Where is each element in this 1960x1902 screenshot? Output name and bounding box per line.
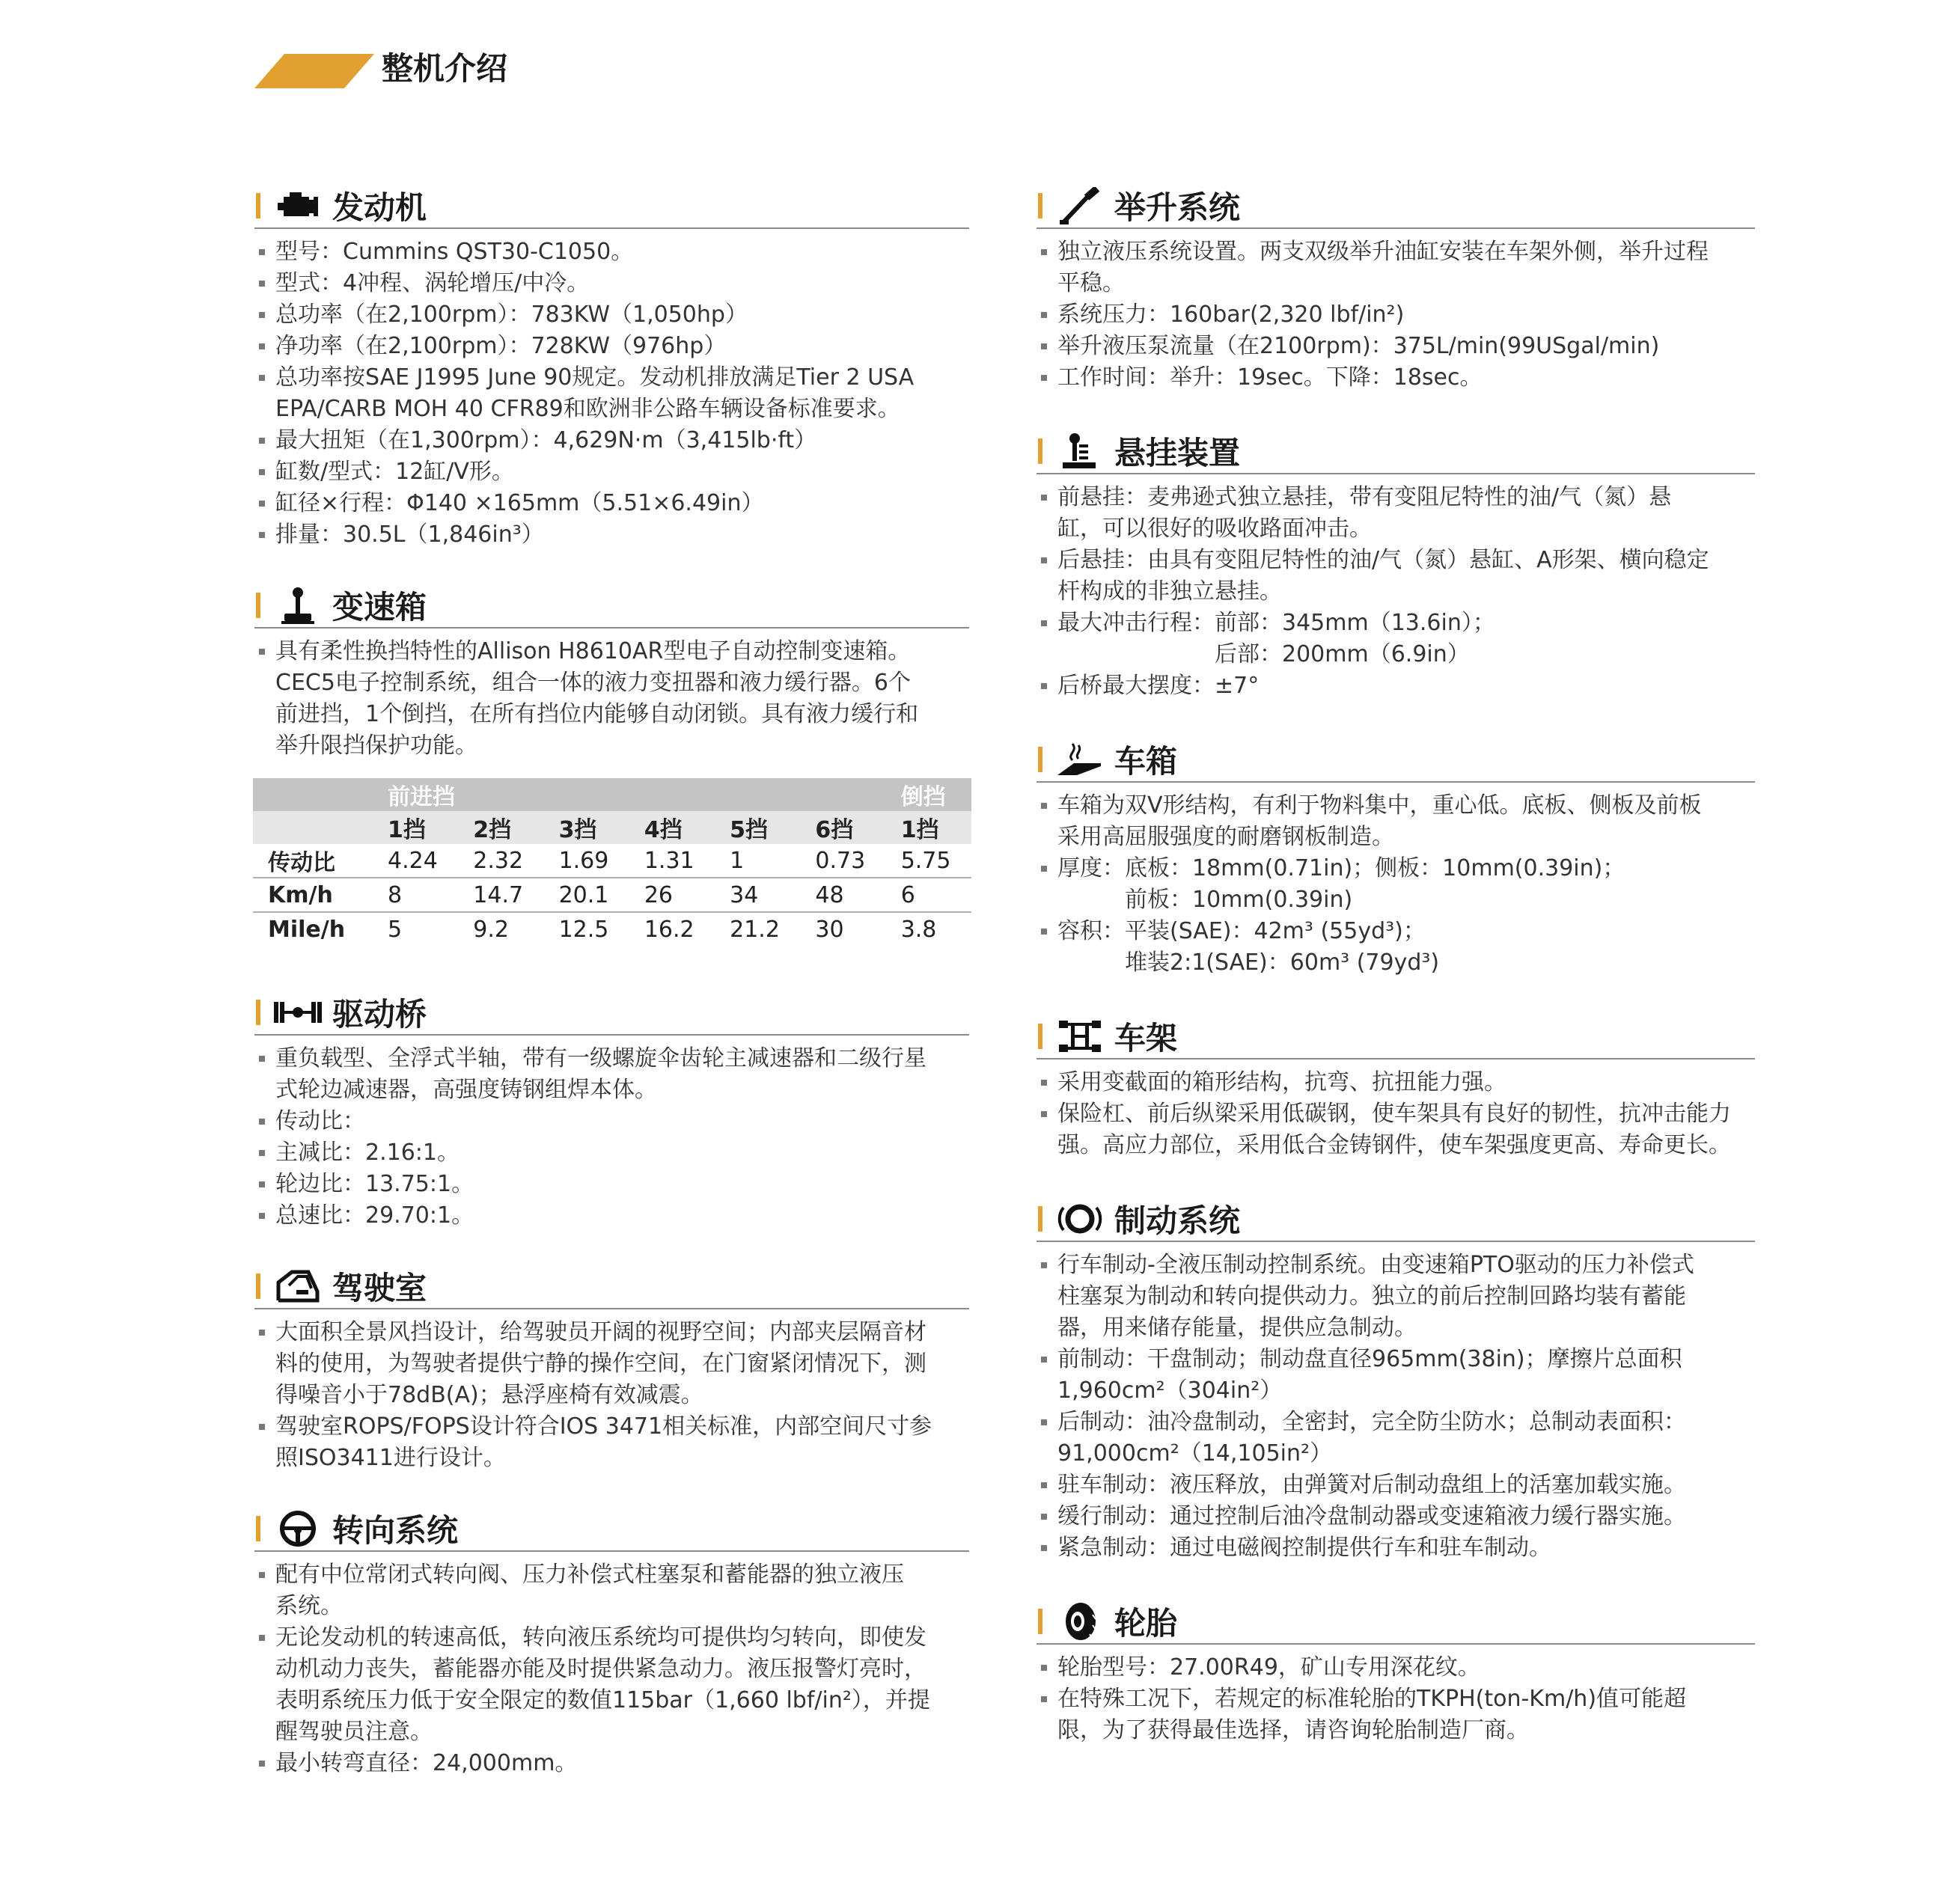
gear-label: 3挡: [544, 811, 629, 844]
table-cell: 9.2: [473, 916, 509, 943]
axle-section: [254, 991, 969, 1232]
steering-title: 转向系统: [332, 1512, 459, 1549]
hoist-section: [1037, 184, 1755, 394]
axle-icon: [274, 993, 322, 1032]
gear-ratio-table: [253, 778, 971, 946]
cab-heading: [254, 1265, 969, 1309]
list-item-continued: 堆装2:1(SAE)：60m³ (79yd³): [1125, 950, 1440, 976]
list-item: 最大扭矩（在1,300rpm）：4,629N·m（3,415lb·ft）: [254, 425, 969, 456]
list-item: 采用变截面的箱形结构，抗弯、抗扭能力强。: [1037, 1067, 1755, 1098]
list-item-continued: 后部：200mm（6.9in）: [1215, 641, 1470, 667]
list-item: 缓行制动：通过控制后油冷盘制动器或变速箱液力缓行器实施。: [1037, 1501, 1755, 1532]
brake-disc-icon: [1056, 1199, 1104, 1238]
steering-wheel-icon: [274, 1509, 322, 1548]
tire-icon: [1056, 1602, 1104, 1641]
list-item-continued: 杆构成的非独立悬挂。: [1057, 578, 1282, 605]
list-item: 举升液压泵流量（在2100rpm)：375L/min(99USgal/min): [1037, 331, 1755, 362]
accent-bar: [1038, 1206, 1042, 1232]
frame-icon: [1056, 1017, 1104, 1056]
body-heading: [1037, 738, 1755, 783]
list-item: 传动比：: [254, 1106, 969, 1137]
gear-label: 1挡: [886, 811, 971, 844]
list-item: 最大冲击行程：前部：345mm（13.6in）；: [1037, 608, 1755, 639]
suspension-heading: [1037, 429, 1755, 474]
list-item-continued: 照ISO3411进行设计。: [275, 1445, 506, 1471]
list-item: 轮边比：13.75:1。: [254, 1169, 969, 1200]
list-item: 后桥最大摆度：±7°: [1037, 670, 1755, 702]
row-label: Mile/h: [268, 916, 346, 943]
right-column: [1037, 184, 1755, 1746]
list-item: 容积：平装(SAE)：42m³ (55yd³)；: [1037, 916, 1755, 947]
list-item: 型号：Cummins QST30-C1050。: [254, 236, 969, 268]
list-item: 净功率（在2,100rpm）：728KW（976hp）: [254, 331, 969, 362]
list-item-continued: 前板：10mm(0.39in): [1125, 887, 1353, 913]
steering-section: [254, 1507, 969, 1779]
list-item: 无论发动机的转速高低，转向液压系统均可提供均匀转向，即使发: [254, 1622, 969, 1654]
list-item: 驾驶室ROPS/FOPS设计符合IOS 3471相关标准，内部空间尺寸参: [254, 1411, 969, 1443]
steering-list: [254, 1559, 969, 1779]
transmission-heading: [254, 584, 969, 629]
table-row: [253, 878, 971, 912]
list-item: 最小转弯直径：24,000mm。: [254, 1748, 969, 1779]
list-item-continued: 限，为了获得最佳选择，请咨询轮胎制造厂商。: [1057, 1717, 1529, 1743]
row-label: Km/h: [253, 878, 373, 912]
list-item: 独立液压系统设置。两支双级举升油缸安装在车架外侧，举升过程: [1037, 236, 1755, 268]
list-item: 保险杠、前后纵梁采用低碳钢，使车架具有良好的韧性，抗冲击能力: [1037, 1098, 1755, 1130]
body-section: [1037, 738, 1755, 979]
frame-section: [1037, 1015, 1755, 1161]
list-item-continued: 1,960cm²（304in²）: [1057, 1377, 1283, 1404]
hoist-list: [1037, 236, 1755, 394]
list-item: 主减比：2.16:1。: [254, 1137, 969, 1169]
accent-bar: [1038, 1024, 1042, 1049]
accent-bar: [1038, 193, 1042, 218]
accent-bar: [1038, 747, 1042, 772]
table-cell: 26: [629, 878, 715, 912]
list-item-continued: 采用高屈服强度的耐磨钢板制造。: [1057, 824, 1394, 850]
reverse-gear-header: 倒挡: [886, 778, 971, 811]
list-item: 在特殊工况下，若规定的标准轮胎的TKPH(ton-Km/h)值可能超: [1037, 1684, 1755, 1715]
table-cell: 20.1: [544, 878, 629, 912]
engine-heading: [254, 184, 969, 229]
table-cell: 5: [388, 916, 403, 943]
list-item-continued: 柱塞泵为制动和转向提供动力。独立的前后控制回路均装有蓄能: [1057, 1283, 1686, 1309]
brake-list: [1037, 1250, 1755, 1564]
list-item-continued: 系统。: [275, 1593, 343, 1619]
engine-section: [254, 184, 969, 551]
table-row: [253, 912, 971, 946]
body-list: [1037, 790, 1755, 979]
list-item: 驻车制动：液压释放，由弹簧对后制动盘组上的活塞加载实施。: [1037, 1470, 1755, 1501]
row-label: 传动比: [253, 844, 373, 878]
axle-list: [254, 1043, 969, 1232]
left-column: [254, 184, 969, 1779]
table-header-row: [253, 778, 971, 811]
body-title: 车箱: [1114, 743, 1178, 780]
gear-label: 5挡: [715, 811, 800, 844]
forward-gears-header: 前进挡: [373, 778, 886, 811]
list-item: 型式：4冲程、涡轮增压/中冷。: [254, 268, 969, 299]
accent-bar: [256, 1516, 260, 1541]
gear-label: 2挡: [458, 811, 543, 844]
list-item: 总功率（在2,100rpm）：783KW（1,050hp）: [254, 299, 969, 331]
suspension-section: [1037, 429, 1755, 702]
list-item-continued: 料的使用，为驾驶者提供宁静的操作空间，在门窗紧闭情况下，测: [275, 1351, 926, 1377]
engine-list: [254, 236, 969, 551]
list-item-continued: CEC5电子控制系统，组合一体的液力变扭器和液力缓行器。6个: [275, 670, 912, 696]
list-item: 车箱为双V形结构，有利于物料集中，重心低。底板、侧板及前板: [1037, 790, 1755, 822]
list-item-continued: 平稳。: [1057, 270, 1125, 296]
frame-heading: [1037, 1015, 1755, 1059]
brake-section: [1037, 1197, 1755, 1564]
accent-bar: [256, 1000, 260, 1025]
table-cell: 4.24: [373, 844, 458, 878]
frame-list: [1037, 1067, 1755, 1161]
list-item: 具有柔性换挡特性的Allison H8610AR型电子自动控制变速箱。: [254, 636, 969, 667]
axle-heading: [254, 991, 969, 1036]
list-item: 工作时间：举升：19sec。下降：18sec。: [1037, 362, 1755, 394]
list-item-continued: EPA/CARB MOH 40 CFR89和欧洲非公路车辆设备标准要求。: [275, 396, 900, 422]
tire-list: [1037, 1652, 1755, 1746]
suspension-title: 悬挂装置: [1114, 435, 1241, 471]
accent-bar: [1038, 438, 1042, 464]
list-item-continued: 前进挡，1个倒挡，在所有挡位内能够自动闭锁。具有液力缓行和: [275, 701, 919, 727]
table-cell: 6: [886, 878, 971, 912]
table-cell: 14.7: [458, 878, 543, 912]
cab-icon: [274, 1267, 322, 1306]
list-item: 后悬挂：由具有变阻尼特性的油/气（氮）悬缸、A形架、横向稳定: [1037, 545, 1755, 576]
list-item: 后制动：油冷盘制动，全密封，完全防尘防水；总制动表面积：: [1037, 1407, 1755, 1438]
table-cell: 5.75: [886, 844, 971, 878]
suspension-icon: [1056, 432, 1104, 471]
brake-heading: [1037, 1197, 1755, 1242]
list-item-continued: 强。高应力部位，采用低合金铸钢件，使车架强度更高、寿命更长。: [1057, 1132, 1731, 1158]
list-item-continued: 91,000cm²（14,105in²）: [1057, 1440, 1333, 1467]
gear-label: 6挡: [800, 811, 885, 844]
page-header: [254, 46, 703, 91]
table-cell: 1.31: [629, 844, 715, 878]
table-cell: 30: [815, 916, 844, 943]
table-subheader-row: [253, 811, 971, 844]
axle-title: 驱动桥: [332, 996, 427, 1033]
accent-bar: [256, 193, 260, 218]
suspension-list: [1037, 482, 1755, 702]
list-item-continued: 举升限挡保护功能。: [275, 733, 477, 759]
list-item: 缸数/型式：12缸/V形。: [254, 456, 969, 488]
table-cell: 21.2: [730, 916, 780, 943]
page-title: 整机介绍: [382, 50, 508, 87]
table-cell: 12.5: [558, 916, 609, 943]
hoist-heading: [1037, 184, 1755, 229]
list-item: 总速比：29.70:1。: [254, 1200, 969, 1232]
steering-heading: [254, 1507, 969, 1552]
list-item: 行车制动-全液压制动控制系统。由变速箱PTO驱动的压力补偿式: [1037, 1250, 1755, 1281]
transmission-title: 变速箱: [332, 589, 427, 626]
gear-shift-icon: [274, 586, 322, 625]
tire-heading: [1037, 1600, 1755, 1645]
list-item: 系统压力：160bar(2,320 lbf/in²): [1037, 299, 1755, 331]
transmission-section: [254, 584, 969, 946]
table-cell: 48: [800, 878, 885, 912]
hydraulic-cylinder-icon: [1056, 186, 1104, 225]
table-cell: 1: [715, 844, 800, 878]
table-corner: [253, 811, 373, 844]
dump-body-icon: [1056, 740, 1104, 779]
hoist-title: 举升系统: [1114, 189, 1241, 226]
table-row: [253, 844, 971, 878]
list-item-continued: 表明系统压力低于安全限定的数值115bar（1,660 lbf/in²），并提: [275, 1687, 930, 1713]
list-item: 厚度：底板：18mm(0.71in)；侧板：10mm(0.39in)；: [1037, 853, 1755, 884]
list-item-continued: 式轮边减速器，高强度铸钢组焊本体。: [275, 1077, 657, 1103]
list-item-continued: 醒驾驶员注意。: [275, 1719, 433, 1745]
list-item: 紧急制动：通过电磁阀控制提供行车和驻车制动。: [1037, 1532, 1755, 1564]
list-item: 前悬挂：麦弗逊式独立悬挂，带有变阻尼特性的油/气（氮）悬: [1037, 482, 1755, 513]
frame-title: 车架: [1114, 1020, 1178, 1057]
cab-section: [254, 1265, 969, 1474]
engine-title: 发动机: [332, 189, 427, 226]
transmission-list: [254, 636, 969, 762]
list-item-continued: 动机动力丧失，蓄能器亦能及时提供紧急动力。液压报警灯亮时，: [275, 1656, 926, 1682]
table-cell: 2.32: [458, 844, 543, 878]
list-item-continued: 器，用来储存能量，提供应急制动。: [1057, 1315, 1417, 1341]
table-corner: [253, 778, 373, 811]
header-tag-icon: [254, 54, 374, 88]
table-cell: 34: [715, 878, 800, 912]
accent-bar: [1038, 1609, 1042, 1634]
accent-bar: [256, 1273, 260, 1299]
list-item-continued: 缸，可以很好的吸收路面冲击。: [1057, 516, 1372, 542]
tire-title: 轮胎: [1114, 1605, 1178, 1642]
list-item-continued: 得噪音小于78dB(A)；悬浮座椅有效减震。: [275, 1382, 703, 1408]
table-cell: 3.8: [900, 916, 937, 943]
cab-list: [254, 1317, 969, 1474]
list-item: 前制动：干盘制动；制动盘直径965mm(38in)；摩擦片总面积: [1037, 1344, 1755, 1375]
table-cell: 8: [373, 878, 458, 912]
table-cell: 0.73: [800, 844, 885, 878]
list-item: 缸径×行程：Φ140 ×165mm（5.51×6.49in）: [254, 488, 969, 519]
gear-label: 1挡: [373, 811, 458, 844]
brake-title: 制动系统: [1114, 1202, 1241, 1239]
list-item: 总功率按SAE J1995 June 90规定。发动机排放满足Tier 2 USA: [254, 362, 969, 394]
list-item: 大面积全景风挡设计，给驾驶员开阔的视野空间；内部夹层隔音材: [254, 1317, 969, 1348]
tire-section: [1037, 1600, 1755, 1746]
list-item: 排量：30.5L（1,846in³）: [254, 519, 969, 551]
engine-icon: [274, 186, 322, 225]
list-item: 配有中位常闭式转向阀、压力补偿式柱塞泵和蓄能器的独立液压: [254, 1559, 969, 1591]
cab-title: 驾驶室: [332, 1270, 427, 1306]
gear-label: 4挡: [629, 811, 715, 844]
accent-bar: [256, 593, 260, 618]
list-item: 轮胎型号：27.00R49，矿山专用深花纹。: [1037, 1652, 1755, 1684]
list-item: 重负载型、全浮式半轴，带有一级螺旋伞齿轮主减速器和二级行星: [254, 1043, 969, 1074]
table-cell: 16.2: [644, 916, 694, 943]
table-cell: 1.69: [544, 844, 629, 878]
